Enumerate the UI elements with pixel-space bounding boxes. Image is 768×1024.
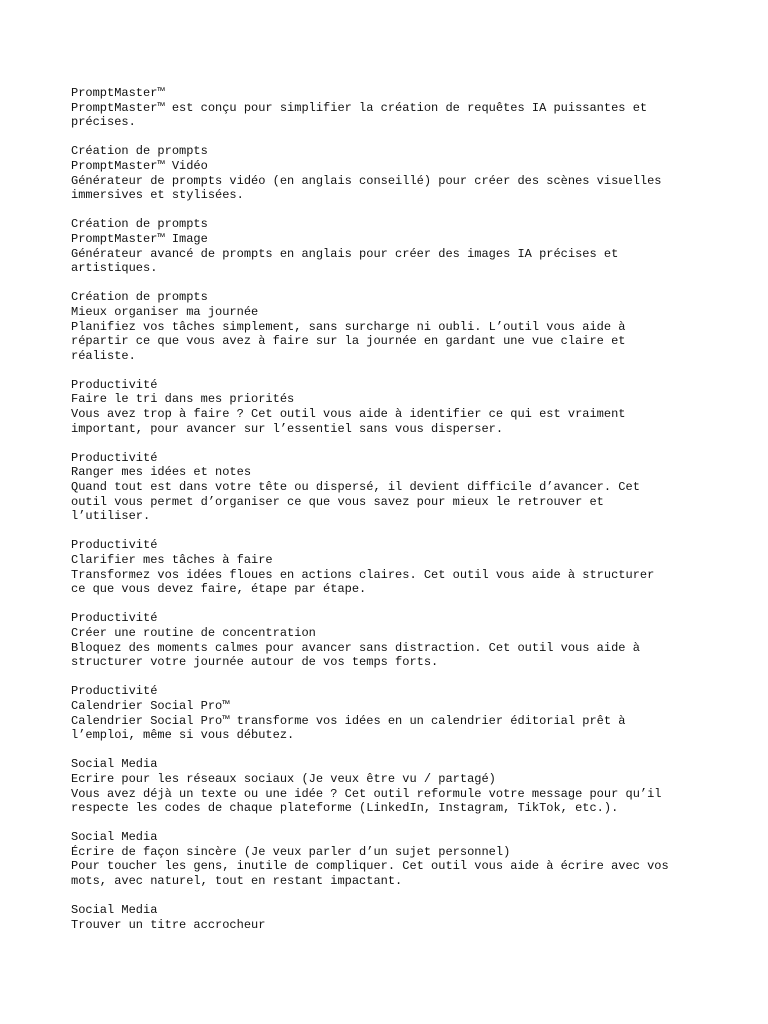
text-line: réaliste. bbox=[71, 348, 136, 363]
text-line: PromptMaster™ Vidéo bbox=[71, 158, 208, 173]
text-line: Social Media bbox=[71, 903, 158, 918]
text-block bbox=[71, 86, 711, 130]
text-line: Générateur de prompts vidéo (en anglais conseillé) pour créer des scènes visuelles bbox=[71, 173, 662, 188]
text-line: immersives et stylisées. bbox=[71, 188, 244, 203]
text-block bbox=[71, 903, 711, 932]
text-line: Calendrier Social Pro™ bbox=[71, 698, 230, 713]
text-line: PromptMaster™ est conçu pour simplifier la création de requêtes IA puissantes et bbox=[71, 100, 648, 115]
text-line: Productivité bbox=[71, 450, 158, 465]
text-line: précises. bbox=[71, 115, 136, 130]
document-page bbox=[71, 86, 711, 947]
text-line: PromptMaster™ bbox=[71, 86, 165, 100]
text-block bbox=[71, 538, 711, 596]
text-line: Ecrire pour les réseaux sociaux (Je veux être vu / partagé) bbox=[71, 771, 496, 786]
text-line: mots, avec naturel, tout en restant impactant. bbox=[71, 874, 403, 889]
text-line: Productivité bbox=[71, 538, 158, 553]
text-line: Vous avez trop à faire ? Cet outil vous aide à identifier ce qui est vraiment bbox=[71, 407, 626, 422]
text-line: PromptMaster™ Image bbox=[71, 231, 208, 246]
text-line: Faire le tri dans mes priorités bbox=[71, 392, 295, 407]
text-block bbox=[71, 451, 711, 524]
text-line: l’utiliser. bbox=[71, 509, 151, 524]
text-block bbox=[71, 290, 711, 363]
text-line: respecte les codes de chaque plateforme (LinkedIn, Instagram, TikTok, etc.). bbox=[71, 801, 619, 816]
text-block bbox=[71, 378, 711, 436]
text-block bbox=[71, 757, 711, 815]
text-block bbox=[71, 684, 711, 742]
text-line: Pour toucher les gens, inutile de compliquer. Cet outil vous aide à écrire avec vos bbox=[71, 859, 669, 874]
text-line: Social Media bbox=[71, 757, 158, 772]
text-block bbox=[71, 144, 711, 202]
text-line: outil vous permet d’organiser ce que vous savez pour mieux le retrouver et bbox=[71, 494, 604, 509]
text-block bbox=[71, 830, 711, 888]
text-line: Générateur avancé de prompts en anglais pour créer des images IA précises et bbox=[71, 246, 619, 261]
text-line: l’emploi, même si vous débutez. bbox=[71, 728, 295, 743]
text-line: Productivité bbox=[71, 377, 158, 392]
text-line: Vous avez déjà un texte ou une idée ? Cet outil reformule votre message pour qu’il bbox=[71, 786, 662, 801]
text-line: Mieux organiser ma journée bbox=[71, 304, 259, 319]
text-line: Planifiez vos tâches simplement, sans surcharge ni oubli. L’outil vous aide à bbox=[71, 319, 626, 334]
text-line: Transformez vos idées floues en actions claires. Cet outil vous aide à structurer bbox=[71, 567, 655, 582]
text-block bbox=[71, 217, 711, 275]
text-line: Calendrier Social Pro™ transforme vos idées en un calendrier éditorial prêt à bbox=[71, 713, 626, 728]
text-line: Création de prompts bbox=[71, 217, 208, 232]
text-line: Trouver un titre accrocheur bbox=[71, 917, 266, 932]
text-line: Clarifier mes tâches à faire bbox=[71, 553, 273, 567]
text-line: structurer votre journée autour de vos temps forts. bbox=[71, 655, 439, 670]
text-line: Social Media bbox=[71, 830, 158, 845]
text-line: Création de prompts bbox=[71, 144, 208, 159]
text-line: Bloquez des moments calmes pour avancer sans distraction. Cet outil vous aide à bbox=[71, 640, 640, 655]
text-line: important, pour avancer sur l’essentiel sans vous disperser. bbox=[71, 421, 504, 436]
text-line: ce que vous devez faire, étape par étape. bbox=[71, 582, 367, 597]
text-line: Écrire de façon sincère (Je veux parler d’un sujet personnel) bbox=[71, 844, 511, 859]
text-line: Ranger mes idées et notes bbox=[71, 465, 252, 480]
text-block bbox=[71, 611, 711, 669]
text-line: Productivité bbox=[71, 684, 158, 699]
text-line: Créer une routine de concentration bbox=[71, 625, 316, 640]
text-line: Productivité bbox=[71, 611, 158, 626]
text-line: Création de prompts bbox=[71, 290, 208, 305]
text-line: artistiques. bbox=[71, 261, 158, 276]
text-line: Quand tout est dans votre tête ou dispersé, il devient difficile d’avancer. Cet bbox=[71, 480, 640, 495]
text-line: répartir ce que vous avez à faire sur la journée en gardant une vue claire et bbox=[71, 334, 626, 349]
